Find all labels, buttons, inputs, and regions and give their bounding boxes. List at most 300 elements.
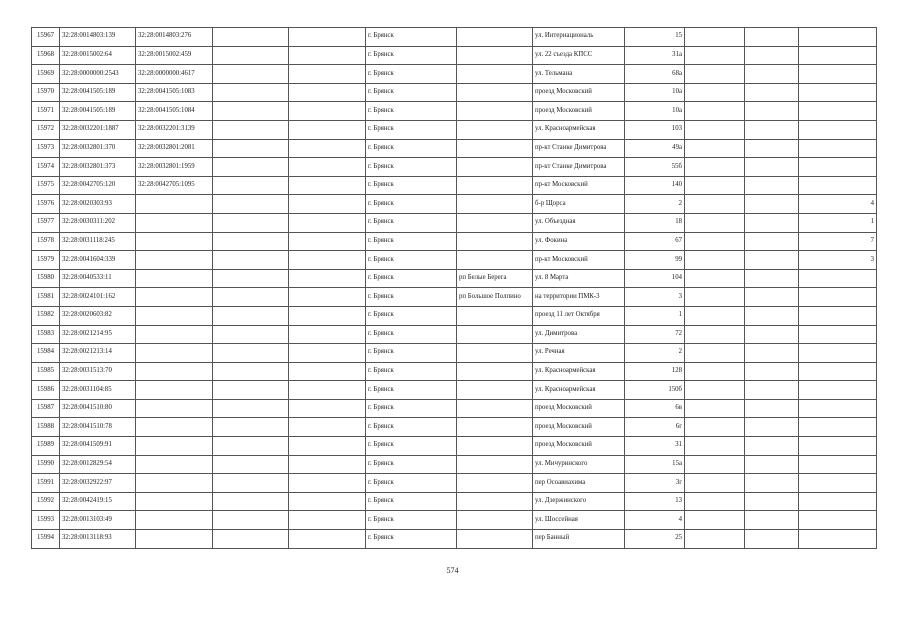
street-cell: проезд Московский bbox=[533, 399, 625, 418]
empty-cell bbox=[213, 325, 289, 344]
empty-cell bbox=[685, 288, 745, 307]
cadastral-number-cell: 32:28:0020303:93 bbox=[60, 195, 136, 214]
empty-cell bbox=[745, 455, 799, 474]
house-number-cell: 31а bbox=[625, 46, 685, 65]
empty-cell bbox=[213, 251, 289, 270]
settlement-cell bbox=[457, 213, 533, 232]
cadastral-number-cell: 32:28:0015002:64 bbox=[60, 46, 136, 65]
street-cell: ул. Красноармейская bbox=[533, 362, 625, 381]
empty-cell bbox=[685, 232, 745, 251]
cadastral-number-cell: 32:28:0030311:202 bbox=[60, 213, 136, 232]
settlement-cell bbox=[457, 418, 533, 437]
empty-cell bbox=[289, 455, 366, 474]
empty-cell bbox=[289, 213, 366, 232]
empty-cell bbox=[213, 28, 289, 47]
city-cell: г. Брянск bbox=[366, 158, 457, 177]
settlement-cell bbox=[457, 83, 533, 102]
street-cell: проезд Московский bbox=[533, 83, 625, 102]
house-number-cell: 31 bbox=[625, 437, 685, 456]
row-number-cell: 15984 bbox=[32, 344, 60, 363]
empty-cell bbox=[685, 492, 745, 511]
extra-number-cell bbox=[799, 344, 877, 363]
row-number-cell: 15989 bbox=[32, 437, 60, 456]
extra-number-cell bbox=[799, 381, 877, 400]
settlement-cell bbox=[457, 344, 533, 363]
settlement-cell bbox=[457, 176, 533, 195]
house-number-cell: 3 bbox=[625, 288, 685, 307]
empty-cell bbox=[213, 176, 289, 195]
row-number-cell: 15983 bbox=[32, 325, 60, 344]
empty-cell bbox=[745, 251, 799, 270]
row-number-cell: 15976 bbox=[32, 195, 60, 214]
street-cell: ул. Красноармейская bbox=[533, 120, 625, 139]
city-cell: г. Брянск bbox=[366, 28, 457, 47]
table-row bbox=[32, 530, 877, 549]
house-number-cell: 15а bbox=[625, 455, 685, 474]
empty-cell bbox=[685, 28, 745, 47]
row-number-cell: 15992 bbox=[32, 492, 60, 511]
street-cell: проезд 11 лет Октября bbox=[533, 306, 625, 325]
empty-cell bbox=[213, 418, 289, 437]
empty-cell bbox=[745, 139, 799, 158]
table-row bbox=[32, 269, 877, 288]
empty-cell bbox=[289, 288, 366, 307]
row-number-cell: 15988 bbox=[32, 418, 60, 437]
cadastral-number-2-cell bbox=[136, 269, 213, 288]
house-number-cell: 15 bbox=[625, 28, 685, 47]
empty-cell bbox=[213, 511, 289, 530]
empty-cell bbox=[685, 251, 745, 270]
extra-number-cell bbox=[799, 492, 877, 511]
cadastral-number-cell: 32:28:0000000:2543 bbox=[60, 65, 136, 84]
empty-cell bbox=[289, 158, 366, 177]
settlement-cell: рп Белые Берега bbox=[457, 269, 533, 288]
house-number-cell: 2 bbox=[625, 195, 685, 214]
empty-cell bbox=[685, 46, 745, 65]
extra-number-cell bbox=[799, 120, 877, 139]
table-row bbox=[32, 46, 877, 65]
settlement-cell bbox=[457, 232, 533, 251]
settlement-cell bbox=[457, 195, 533, 214]
empty-cell bbox=[289, 399, 366, 418]
settlement-cell bbox=[457, 28, 533, 47]
street-cell: ул. Фокина bbox=[533, 232, 625, 251]
empty-cell bbox=[289, 418, 366, 437]
extra-number-cell bbox=[799, 46, 877, 65]
table-row bbox=[32, 83, 877, 102]
street-cell: проезд Московский bbox=[533, 418, 625, 437]
city-cell: г. Брянск bbox=[366, 530, 457, 549]
table-row bbox=[32, 455, 877, 474]
street-cell: пр-кт Московский bbox=[533, 176, 625, 195]
city-cell: г. Брянск bbox=[366, 381, 457, 400]
cadastral-number-2-cell bbox=[136, 251, 213, 270]
cadastral-number-2-cell: 32:28:0014803:276 bbox=[136, 28, 213, 47]
street-cell: ул. Тельмана bbox=[533, 65, 625, 84]
row-number-cell: 15994 bbox=[32, 530, 60, 549]
settlement-cell bbox=[457, 437, 533, 456]
extra-number-cell: 1 bbox=[799, 213, 877, 232]
empty-cell bbox=[685, 102, 745, 121]
row-number-cell: 15993 bbox=[32, 511, 60, 530]
cadastral-number-2-cell: 32:28:0000000:4617 bbox=[136, 65, 213, 84]
extra-number-cell bbox=[799, 306, 877, 325]
row-number-cell: 15978 bbox=[32, 232, 60, 251]
city-cell: г. Брянск bbox=[366, 492, 457, 511]
street-cell: проезд Московский bbox=[533, 102, 625, 121]
empty-cell bbox=[289, 474, 366, 493]
empty-cell bbox=[745, 158, 799, 177]
city-cell: г. Брянск bbox=[366, 102, 457, 121]
extra-number-cell bbox=[799, 455, 877, 474]
empty-cell bbox=[745, 65, 799, 84]
empty-cell bbox=[289, 492, 366, 511]
city-cell: г. Брянск bbox=[366, 232, 457, 251]
empty-cell bbox=[213, 492, 289, 511]
empty-cell bbox=[289, 325, 366, 344]
cadastral-number-cell: 32:28:0042419:15 bbox=[60, 492, 136, 511]
settlement-cell bbox=[457, 306, 533, 325]
cadastral-number-cell: 32:28:0032922:97 bbox=[60, 474, 136, 493]
empty-cell bbox=[685, 325, 745, 344]
empty-cell bbox=[685, 158, 745, 177]
street-cell: ул. Объездная bbox=[533, 213, 625, 232]
row-number-cell: 15974 bbox=[32, 158, 60, 177]
extra-number-cell bbox=[799, 474, 877, 493]
empty-cell bbox=[685, 83, 745, 102]
cadastral-number-cell: 32:28:0012829:54 bbox=[60, 455, 136, 474]
row-number-cell: 15975 bbox=[32, 176, 60, 195]
table-row bbox=[32, 306, 877, 325]
settlement-cell bbox=[457, 399, 533, 418]
cadastral-number-cell: 32:28:0042705:120 bbox=[60, 176, 136, 195]
settlement-cell bbox=[457, 102, 533, 121]
house-number-cell: 10а bbox=[625, 102, 685, 121]
street-cell: ул. Шоссейная bbox=[533, 511, 625, 530]
empty-cell bbox=[289, 269, 366, 288]
cadastral-number-cell: 32:28:0031513:70 bbox=[60, 362, 136, 381]
house-number-cell: 6г bbox=[625, 418, 685, 437]
extra-number-cell bbox=[799, 269, 877, 288]
empty-cell bbox=[213, 474, 289, 493]
street-cell: пр-кт Станке Димитрова bbox=[533, 158, 625, 177]
empty-cell bbox=[685, 381, 745, 400]
empty-cell bbox=[745, 195, 799, 214]
extra-number-cell bbox=[799, 288, 877, 307]
empty-cell bbox=[685, 306, 745, 325]
street-cell: пер Осоавиахима bbox=[533, 474, 625, 493]
empty-cell bbox=[289, 195, 366, 214]
row-number-cell: 15987 bbox=[32, 399, 60, 418]
table-row bbox=[32, 437, 877, 456]
empty-cell bbox=[289, 120, 366, 139]
registry-table bbox=[31, 27, 877, 549]
table-row bbox=[32, 418, 877, 437]
cadastral-number-2-cell bbox=[136, 195, 213, 214]
row-number-cell: 15985 bbox=[32, 362, 60, 381]
city-cell: г. Брянск bbox=[366, 306, 457, 325]
empty-cell bbox=[289, 102, 366, 121]
street-cell: ул. Мичуринского bbox=[533, 455, 625, 474]
cadastral-number-2-cell bbox=[136, 288, 213, 307]
cadastral-number-cell: 32:28:0041509:91 bbox=[60, 437, 136, 456]
extra-number-cell bbox=[799, 176, 877, 195]
cadastral-number-2-cell bbox=[136, 362, 213, 381]
empty-cell bbox=[745, 213, 799, 232]
empty-cell bbox=[745, 306, 799, 325]
extra-number-cell bbox=[799, 158, 877, 177]
empty-cell bbox=[745, 120, 799, 139]
house-number-cell: 128 bbox=[625, 362, 685, 381]
house-number-cell: 2 bbox=[625, 344, 685, 363]
empty-cell bbox=[745, 28, 799, 47]
cadastral-number-2-cell bbox=[136, 437, 213, 456]
house-number-cell: 72 bbox=[625, 325, 685, 344]
settlement-cell bbox=[457, 381, 533, 400]
table-row bbox=[32, 288, 877, 307]
city-cell: г. Брянск bbox=[366, 65, 457, 84]
empty-cell bbox=[213, 399, 289, 418]
cadastral-number-2-cell: 32:28:0032201:3139 bbox=[136, 120, 213, 139]
cadastral-number-2-cell bbox=[136, 455, 213, 474]
empty-cell bbox=[213, 139, 289, 158]
cadastral-number-2-cell bbox=[136, 306, 213, 325]
table-row bbox=[32, 158, 877, 177]
cadastral-number-cell: 32:28:0014803:139 bbox=[60, 28, 136, 47]
empty-cell bbox=[745, 399, 799, 418]
empty-cell bbox=[289, 530, 366, 549]
empty-cell bbox=[685, 139, 745, 158]
table-row bbox=[32, 251, 877, 270]
settlement-cell bbox=[457, 455, 533, 474]
cadastral-number-cell: 32:28:0020603:82 bbox=[60, 306, 136, 325]
cadastral-number-2-cell: 32:28:0032801:2081 bbox=[136, 139, 213, 158]
cadastral-number-cell: 32:28:0031118:245 bbox=[60, 232, 136, 251]
table-row bbox=[32, 399, 877, 418]
city-cell: г. Брянск bbox=[366, 269, 457, 288]
empty-cell bbox=[289, 232, 366, 251]
empty-cell bbox=[685, 362, 745, 381]
empty-cell bbox=[745, 474, 799, 493]
empty-cell bbox=[289, 139, 366, 158]
empty-cell bbox=[745, 418, 799, 437]
house-number-cell: 6в bbox=[625, 399, 685, 418]
cadastral-number-cell: 32:28:0032801:373 bbox=[60, 158, 136, 177]
house-number-cell: 13 bbox=[625, 492, 685, 511]
cadastral-number-cell: 32:28:0013103:49 bbox=[60, 511, 136, 530]
settlement-cell bbox=[457, 46, 533, 65]
street-cell: ул. Димитрова bbox=[533, 325, 625, 344]
house-number-cell: 18 bbox=[625, 213, 685, 232]
cadastral-number-2-cell: 32:28:0041505:1084 bbox=[136, 102, 213, 121]
row-number-cell: 15986 bbox=[32, 381, 60, 400]
extra-number-cell bbox=[799, 65, 877, 84]
empty-cell bbox=[289, 344, 366, 363]
empty-cell bbox=[745, 325, 799, 344]
street-cell: проезд Московский bbox=[533, 437, 625, 456]
empty-cell bbox=[289, 511, 366, 530]
row-number-cell: 15972 bbox=[32, 120, 60, 139]
table-row bbox=[32, 381, 877, 400]
empty-cell bbox=[289, 176, 366, 195]
empty-cell bbox=[213, 344, 289, 363]
table-row bbox=[32, 120, 877, 139]
empty-cell bbox=[745, 437, 799, 456]
empty-cell bbox=[213, 120, 289, 139]
empty-cell bbox=[289, 28, 366, 47]
city-cell: г. Брянск bbox=[366, 83, 457, 102]
empty-cell bbox=[213, 437, 289, 456]
city-cell: г. Брянск bbox=[366, 120, 457, 139]
empty-cell bbox=[289, 306, 366, 325]
empty-cell bbox=[745, 83, 799, 102]
street-cell: ул. Интернациональ bbox=[533, 28, 625, 47]
settlement-cell bbox=[457, 474, 533, 493]
empty-cell bbox=[685, 195, 745, 214]
street-cell: ул. 8 Марта bbox=[533, 269, 625, 288]
row-number-cell: 15979 bbox=[32, 251, 60, 270]
street-cell: ул. Красноармейская bbox=[533, 381, 625, 400]
extra-number-cell bbox=[799, 362, 877, 381]
empty-cell bbox=[289, 83, 366, 102]
row-number-cell: 15973 bbox=[32, 139, 60, 158]
empty-cell bbox=[213, 381, 289, 400]
cadastral-number-cell: 32:28:0041510:80 bbox=[60, 399, 136, 418]
empty-cell bbox=[685, 176, 745, 195]
settlement-cell bbox=[457, 325, 533, 344]
cadastral-number-2-cell: 32:28:0015002:459 bbox=[136, 46, 213, 65]
cadastral-number-2-cell bbox=[136, 344, 213, 363]
empty-cell bbox=[685, 344, 745, 363]
table-row bbox=[32, 232, 877, 251]
cadastral-number-cell: 32:28:0031104:85 bbox=[60, 381, 136, 400]
street-cell: ул. 22 съезда КПСС bbox=[533, 46, 625, 65]
empty-cell bbox=[745, 362, 799, 381]
row-number-cell: 15982 bbox=[32, 306, 60, 325]
house-number-cell: 67 bbox=[625, 232, 685, 251]
cadastral-number-2-cell: 32:28:0042705:1095 bbox=[136, 176, 213, 195]
city-cell: г. Брянск bbox=[366, 176, 457, 195]
empty-cell bbox=[745, 492, 799, 511]
row-number-cell: 15977 bbox=[32, 213, 60, 232]
extra-number-cell bbox=[799, 102, 877, 121]
empty-cell bbox=[685, 511, 745, 530]
empty-cell bbox=[745, 344, 799, 363]
house-number-cell: 104 bbox=[625, 269, 685, 288]
city-cell: г. Брянск bbox=[366, 195, 457, 214]
empty-cell bbox=[289, 65, 366, 84]
cadastral-number-2-cell bbox=[136, 381, 213, 400]
settlement-cell bbox=[457, 530, 533, 549]
table-row bbox=[32, 362, 877, 381]
city-cell: г. Брянск bbox=[366, 511, 457, 530]
empty-cell bbox=[213, 102, 289, 121]
empty-cell bbox=[213, 65, 289, 84]
cadastral-number-2-cell: 32:28:0041505:1083 bbox=[136, 83, 213, 102]
empty-cell bbox=[213, 306, 289, 325]
empty-cell bbox=[213, 213, 289, 232]
street-cell: пер Банный bbox=[533, 530, 625, 549]
cadastral-number-2-cell bbox=[136, 213, 213, 232]
empty-cell bbox=[685, 269, 745, 288]
house-number-cell: 140 bbox=[625, 176, 685, 195]
empty-cell bbox=[289, 437, 366, 456]
empty-cell bbox=[213, 158, 289, 177]
empty-cell bbox=[289, 362, 366, 381]
house-number-cell: 49а bbox=[625, 139, 685, 158]
row-number-cell: 15967 bbox=[32, 28, 60, 47]
house-number-cell: 150б bbox=[625, 381, 685, 400]
row-number-cell: 15968 bbox=[32, 46, 60, 65]
empty-cell bbox=[685, 399, 745, 418]
table-row bbox=[32, 139, 877, 158]
empty-cell bbox=[745, 511, 799, 530]
extra-number-cell bbox=[799, 325, 877, 344]
empty-cell bbox=[213, 195, 289, 214]
table-row bbox=[32, 213, 877, 232]
table-row bbox=[32, 28, 877, 47]
settlement-cell bbox=[457, 251, 533, 270]
city-cell: г. Брянск bbox=[366, 325, 457, 344]
cadastral-number-cell: 32:28:0041505:189 bbox=[60, 102, 136, 121]
empty-cell bbox=[213, 269, 289, 288]
house-number-cell: 25 bbox=[625, 530, 685, 549]
cadastral-number-cell: 32:28:0041510:78 bbox=[60, 418, 136, 437]
table-row bbox=[32, 492, 877, 511]
city-cell: г. Брянск bbox=[366, 344, 457, 363]
table-row bbox=[32, 325, 877, 344]
cadastral-number-2-cell bbox=[136, 530, 213, 549]
empty-cell bbox=[745, 530, 799, 549]
table-row bbox=[32, 344, 877, 363]
row-number-cell: 15980 bbox=[32, 269, 60, 288]
settlement-cell bbox=[457, 511, 533, 530]
empty-cell bbox=[745, 176, 799, 195]
cadastral-number-cell: 32:28:0040533:11 bbox=[60, 269, 136, 288]
row-number-cell: 15970 bbox=[32, 83, 60, 102]
city-cell: г. Брянск bbox=[366, 362, 457, 381]
street-cell: пр-кт Станке Димитрова bbox=[533, 139, 625, 158]
settlement-cell bbox=[457, 158, 533, 177]
empty-cell bbox=[745, 232, 799, 251]
page-number: 574 bbox=[446, 566, 459, 575]
cadastral-number-cell: 32:28:0021214:95 bbox=[60, 325, 136, 344]
cadastral-number-2-cell bbox=[136, 399, 213, 418]
empty-cell bbox=[213, 83, 289, 102]
empty-cell bbox=[745, 269, 799, 288]
empty-cell bbox=[213, 455, 289, 474]
empty-cell bbox=[685, 120, 745, 139]
empty-cell bbox=[685, 65, 745, 84]
house-number-cell: 68а bbox=[625, 65, 685, 84]
house-number-cell: 4 bbox=[625, 511, 685, 530]
table-row bbox=[32, 102, 877, 121]
cadastral-number-cell: 32:28:0032801:370 bbox=[60, 139, 136, 158]
cadastral-number-2-cell bbox=[136, 325, 213, 344]
empty-cell bbox=[745, 102, 799, 121]
city-cell: г. Брянск bbox=[366, 455, 457, 474]
settlement-cell bbox=[457, 492, 533, 511]
cadastral-number-2-cell bbox=[136, 474, 213, 493]
empty-cell bbox=[213, 288, 289, 307]
city-cell: г. Брянск bbox=[366, 288, 457, 307]
house-number-cell: 10а bbox=[625, 83, 685, 102]
empty-cell bbox=[685, 455, 745, 474]
empty-cell bbox=[289, 46, 366, 65]
cadastral-number-cell: 32:28:0013118:93 bbox=[60, 530, 136, 549]
house-number-cell: 1 bbox=[625, 306, 685, 325]
table-row bbox=[32, 511, 877, 530]
